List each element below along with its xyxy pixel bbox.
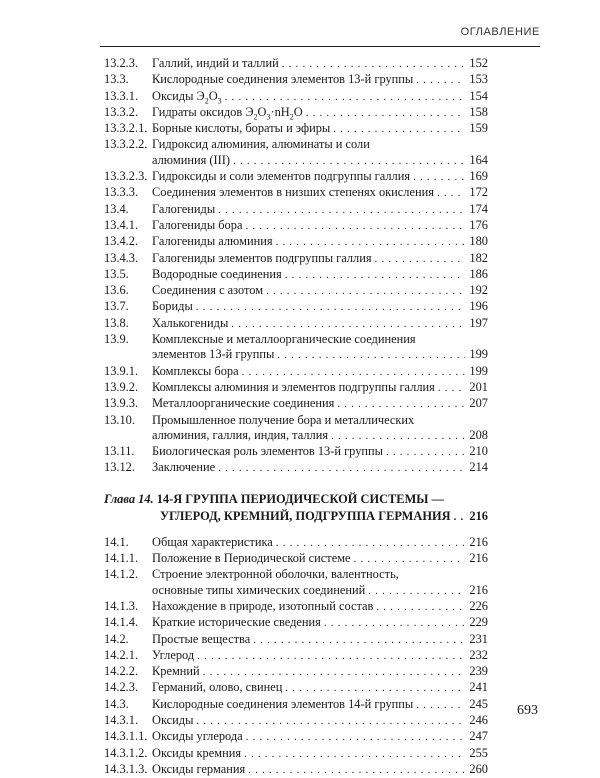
- toc-entry-line: [104, 169, 488, 185]
- section-number: 13.3.2.2.: [104, 137, 148, 152]
- toc-entry[interactable]: [104, 413, 488, 445]
- section-number: 13.9.2.: [104, 379, 139, 394]
- page-ref: 260: [469, 761, 488, 776]
- chapter-title-line2: УГЛЕРОД, КРЕМНИЙ, ПОДГРУППА ГЕРМАНИЯ: [160, 508, 451, 523]
- section-number: 14.1.1.: [104, 551, 139, 566]
- toc-entry-line: [104, 396, 488, 412]
- toc-entry[interactable]: [104, 105, 488, 121]
- section-title: Бориды: [152, 299, 193, 314]
- section-title: Галогениды элементов подгруппы галлия: [152, 250, 372, 265]
- toc-entry-line: [104, 428, 488, 444]
- toc-entry[interactable]: [104, 567, 488, 599]
- dot-leader: [324, 616, 465, 631]
- page-ref: 239: [469, 664, 488, 679]
- page-ref: 229: [469, 615, 488, 630]
- toc-entry-line: [104, 697, 488, 713]
- section-title: элементов 13-й группы: [152, 347, 275, 362]
- page-ref: 246: [469, 712, 488, 727]
- chapter-label: Глава 14.: [104, 491, 154, 506]
- page-ref: 232: [469, 647, 488, 662]
- toc-entry-line: [104, 251, 488, 267]
- section-number: 13.9.: [104, 332, 129, 347]
- dot-leader: [386, 445, 465, 460]
- toc-entry[interactable]: [104, 72, 488, 88]
- toc-entry[interactable]: [104, 551, 488, 567]
- section-title: Оксиды германия: [152, 761, 246, 776]
- dot-leader: [333, 122, 465, 137]
- section-number: 14.3.1.: [104, 712, 139, 727]
- section-number: 14.2.1.: [104, 647, 139, 662]
- toc-entry[interactable]: [104, 615, 488, 631]
- page-ref: 214: [469, 460, 488, 475]
- section-number: 13.11.: [104, 444, 135, 459]
- toc-entry-line: [104, 713, 488, 729]
- section-title: Кислородные соединения элементов 13-й группы: [152, 72, 414, 87]
- toc-entry-line: [104, 762, 488, 778]
- dot-leader: [282, 57, 465, 72]
- toc-entry-line: [104, 632, 488, 648]
- toc-entry-line: [104, 535, 488, 551]
- dot-leader: [413, 170, 465, 185]
- page-ref: 241: [469, 680, 488, 695]
- section-title: Комплексы бора: [152, 363, 239, 378]
- page-ref: 207: [469, 396, 488, 411]
- section-title: Кислородные соединения элементов 14-й группы: [152, 696, 414, 711]
- section-title: Галогениды бора: [152, 217, 243, 232]
- chapter-title-line1: 14-Я ГРУППА ПЕРИОДИЧЕСКОЙ СИСТЕМЫ —: [156, 491, 444, 506]
- section-number: 14.1.2.: [104, 567, 139, 582]
- dot-leader: [266, 284, 465, 299]
- toc-entry-line: [104, 316, 488, 332]
- page-ref: 180: [469, 234, 488, 249]
- toc-entry[interactable]: [104, 121, 488, 137]
- toc-entry-line: [104, 615, 488, 631]
- page-ref: 172: [469, 185, 488, 200]
- page-ref: 199: [469, 347, 488, 362]
- section-title: Биологическая роль элементов 13-й группы: [152, 444, 383, 459]
- section-title: Углерод: [152, 647, 195, 662]
- toc-entry-line: [104, 218, 488, 234]
- dot-leader: [376, 600, 465, 615]
- toc-entry-line: [104, 444, 488, 460]
- section-number: 14.2.: [104, 631, 129, 646]
- section-title: Оксиды: [152, 712, 194, 727]
- page-ref: 216: [469, 551, 488, 566]
- page-ref: 210: [469, 444, 488, 459]
- toc-entry-line: [104, 599, 488, 615]
- toc-entry-line: [104, 332, 488, 347]
- toc-entry[interactable]: [104, 185, 488, 201]
- page-ref: 247: [469, 729, 488, 744]
- page-ref: 231: [469, 631, 488, 646]
- toc-entry-line: [104, 460, 488, 476]
- toc-entry[interactable]: [104, 713, 488, 729]
- dot-leader: [277, 348, 465, 363]
- toc-entry-line: [104, 746, 488, 762]
- dot-leader: [253, 633, 465, 648]
- section-title: Оксиды углерода: [152, 729, 243, 744]
- page-ref: 174: [469, 201, 488, 216]
- section-title: Комплексы алюминия и элементов подгруппы галлия: [152, 379, 435, 394]
- dot-leader: [276, 235, 465, 250]
- toc-entry-line: [104, 267, 488, 283]
- section-number: 14.3.1.1.: [104, 729, 148, 744]
- section-title: Комплексные и металлоорганические соединения: [152, 332, 416, 347]
- section-number: 14.3.: [104, 696, 129, 711]
- page-ref: 216: [469, 534, 488, 549]
- section-title: Галогениды: [152, 201, 216, 216]
- toc-entry-line: [104, 729, 488, 745]
- section-title: Металлоорганические соединения: [152, 396, 335, 411]
- toc-entry[interactable]: [104, 729, 488, 745]
- section-title: Гидраты оксидов $Э_2O_3\cdot nH_2O$: [152, 104, 303, 122]
- section-number: 13.9.3.: [104, 396, 139, 411]
- toc-section-13: [104, 56, 488, 477]
- page-ref: 208: [469, 427, 488, 442]
- section-title: Заключение: [152, 460, 216, 475]
- dot-leader: [248, 763, 465, 778]
- toc-entry[interactable]: [104, 396, 488, 412]
- section-title: Галогениды алюминия: [152, 234, 273, 249]
- toc-entry-line: [104, 185, 488, 201]
- dot-leader: [218, 461, 465, 476]
- toc-entry-line: [104, 583, 488, 599]
- dot-leader: [337, 397, 465, 412]
- toc-entry-line: [104, 72, 488, 88]
- toc-entry[interactable]: [104, 664, 488, 680]
- section-number: 13.3.3.: [104, 185, 139, 200]
- toc-entry[interactable]: [104, 380, 488, 396]
- section-number: 14.2.2.: [104, 664, 139, 679]
- toc-section-14: [104, 535, 488, 778]
- dot-leader: [246, 730, 465, 745]
- section-title: Гидроксиды и соли элементов подгруппы галлия: [152, 169, 411, 184]
- toc-entry-line: [104, 664, 488, 680]
- toc-entry-line: [104, 56, 488, 72]
- section-title: Нахождение в природе, изотопный состав: [152, 598, 374, 613]
- toc-entry[interactable]: [104, 137, 488, 169]
- dot-leader: [368, 584, 465, 599]
- dot-leader: [244, 747, 465, 762]
- toc-entry-line: [104, 567, 488, 582]
- toc-entry-line: [104, 680, 488, 696]
- dot-leader: [203, 665, 465, 680]
- toc-entry[interactable]: [104, 460, 488, 476]
- toc-entry[interactable]: [104, 56, 488, 72]
- section-title: Водородные соединения: [152, 266, 282, 281]
- section-title: Гидроксид алюминия, алюминаты и соли: [152, 137, 370, 152]
- section-number: 14.3.1.2.: [104, 745, 148, 760]
- page-ref: 169: [469, 169, 488, 184]
- section-title: Галлий, индий и таллий: [152, 56, 279, 70]
- toc-entry[interactable]: [104, 632, 488, 648]
- page-ref: 153: [469, 72, 488, 87]
- toc-entry-line: [104, 121, 488, 137]
- section-title: Простые вещества: [152, 631, 251, 646]
- section-title: основные типы химических соединений: [152, 582, 366, 597]
- dot-leader: [375, 252, 465, 267]
- page-ref: 245: [469, 696, 488, 711]
- toc-entry[interactable]: [104, 251, 488, 267]
- page-ref: 159: [469, 121, 488, 136]
- page-ref: 197: [469, 315, 488, 330]
- page-ref: 192: [469, 283, 488, 298]
- toc-entry[interactable]: [104, 648, 488, 664]
- toc-entry[interactable]: [104, 234, 488, 250]
- toc-entry-line: [104, 380, 488, 396]
- page-ref: 255: [469, 745, 488, 760]
- toc-entry[interactable]: [104, 299, 488, 315]
- page-ref: 216: [469, 582, 488, 597]
- dot-leader: [331, 429, 465, 444]
- toc-entry-line: [104, 137, 488, 152]
- toc-entry[interactable]: [104, 746, 488, 762]
- chapter-heading[interactable]: [104, 491, 488, 526]
- page-ref: 176: [469, 217, 488, 232]
- section-title: Германий, олово, свинец: [152, 680, 283, 695]
- dot-leader: [285, 268, 465, 283]
- toc-entry[interactable]: [104, 332, 488, 364]
- toc-entry-line: [104, 648, 488, 664]
- section-number: 14.1.4.: [104, 615, 139, 630]
- section-number: 13.3.2.: [104, 104, 139, 119]
- dot-leader: [438, 381, 465, 396]
- section-title: Халькогениды: [152, 315, 229, 330]
- page-ref: 164: [469, 152, 488, 167]
- running-header: [100, 22, 540, 47]
- section-number: 13.4.: [104, 201, 129, 216]
- section-title: Положение в Периодической системе: [152, 551, 351, 566]
- toc-entry[interactable]: [104, 169, 488, 185]
- dot-leader: [437, 186, 465, 201]
- section-number: 14.3.1.3.: [104, 761, 148, 776]
- toc-entry-line: [104, 413, 488, 428]
- dot-leader: [231, 317, 465, 332]
- toc-entry-line: [104, 299, 488, 315]
- section-number: 13.2.3.: [104, 56, 139, 70]
- section-title: Оксиды кремния: [152, 745, 242, 760]
- section-number: 13.3.2.3.: [104, 169, 148, 184]
- dot-leader: [354, 552, 465, 567]
- section-title: Промышленное получение бора и металлических: [152, 412, 415, 427]
- dot-leader: [233, 154, 465, 169]
- section-title: Краткие исторические сведения: [152, 615, 321, 630]
- section-number: 13.8.: [104, 315, 129, 330]
- dot-leader: [218, 203, 465, 218]
- dot-leader: [225, 90, 465, 105]
- dot-leader: [196, 300, 465, 315]
- section-number: 13.7.: [104, 299, 129, 314]
- toc-entry-line: [104, 347, 488, 363]
- section-number: 13.6.: [104, 283, 129, 298]
- page-ref: 201: [469, 379, 488, 394]
- page-number: 693: [517, 703, 538, 718]
- toc-entry[interactable]: [104, 762, 488, 778]
- section-number: 13.12.: [104, 460, 135, 475]
- section-number: 14.1.: [104, 534, 129, 549]
- section-title: Соединения с азотом: [152, 283, 264, 298]
- toc-entry[interactable]: [104, 444, 488, 460]
- dot-leader: [416, 73, 465, 88]
- section-title: Общая характеристика: [152, 534, 273, 549]
- section-number: 14.1.3.: [104, 598, 139, 613]
- section-number: 13.3.2.1.: [104, 121, 148, 136]
- section-number: 13.4.2.: [104, 234, 139, 249]
- toc-entry-line: [104, 364, 488, 380]
- page-ref: 199: [469, 363, 488, 378]
- toc-entry-line: [104, 89, 488, 105]
- page-ref: 182: [469, 250, 488, 265]
- toc-entry-line: [104, 153, 488, 169]
- toc-entry[interactable]: [104, 316, 488, 332]
- section-title: Оксиды $Э_2O_3$: [152, 88, 222, 106]
- section-title: Строение электронной оболочки, валентность,: [152, 567, 399, 582]
- page-ref: 154: [469, 88, 488, 103]
- toc-entry[interactable]: [104, 202, 488, 218]
- dot-leader: [245, 219, 465, 234]
- page-ref: 196: [469, 299, 488, 314]
- toc-entry[interactable]: [104, 680, 488, 696]
- toc-entry[interactable]: [104, 599, 488, 615]
- section-title: Соединения элементов в низших степенях окисления: [152, 185, 434, 200]
- section-number: 13.5.: [104, 266, 129, 281]
- toc-entry-line: [104, 234, 488, 250]
- toc-entry[interactable]: [104, 364, 488, 380]
- dot-leader: [306, 106, 465, 121]
- toc-entry-line: [104, 105, 488, 121]
- section-number: 13.4.1.: [104, 217, 139, 232]
- section-number: 13.10.: [104, 412, 135, 427]
- dot-leader: [276, 536, 465, 551]
- section-number: 13.9.1.: [104, 363, 139, 378]
- toc-entry-line: [104, 202, 488, 218]
- toc-entry[interactable]: [104, 218, 488, 234]
- dot-leader: [242, 365, 465, 380]
- section-number: 14.2.3.: [104, 680, 139, 695]
- dot-leader: [196, 714, 465, 729]
- dot-leader: [416, 698, 465, 713]
- chapter-page: 216: [469, 508, 488, 523]
- toc-entry-line: [104, 283, 488, 299]
- dot-leader: [197, 649, 465, 664]
- table-of-contents: [104, 56, 488, 778]
- page-ref: 226: [469, 598, 488, 613]
- dot-leader: [454, 509, 465, 526]
- section-title: алюминия (III): [152, 152, 231, 167]
- section-number: 13.4.3.: [104, 250, 139, 265]
- section-title: Кремний: [152, 664, 200, 679]
- toc-entry[interactable]: [104, 89, 488, 105]
- dot-leader: [285, 681, 465, 696]
- page-ref: 152: [469, 56, 488, 70]
- page-ref: 186: [469, 266, 488, 281]
- section-title: алюминия, галлия, индия, таллия: [152, 427, 329, 442]
- header-title: ОГЛАВЛЕНИЕ: [460, 26, 540, 38]
- section-title: Борные кислоты, бораты и эфиры: [152, 121, 331, 136]
- section-number: 13.3.1.: [104, 88, 139, 103]
- page-ref: 158: [469, 104, 488, 119]
- toc-entry[interactable]: [104, 535, 488, 551]
- toc-entry-line: [104, 551, 488, 567]
- toc-entry[interactable]: [104, 697, 488, 713]
- toc-entry[interactable]: [104, 283, 488, 299]
- section-number: 13.3.: [104, 72, 129, 87]
- toc-entry[interactable]: [104, 267, 488, 283]
